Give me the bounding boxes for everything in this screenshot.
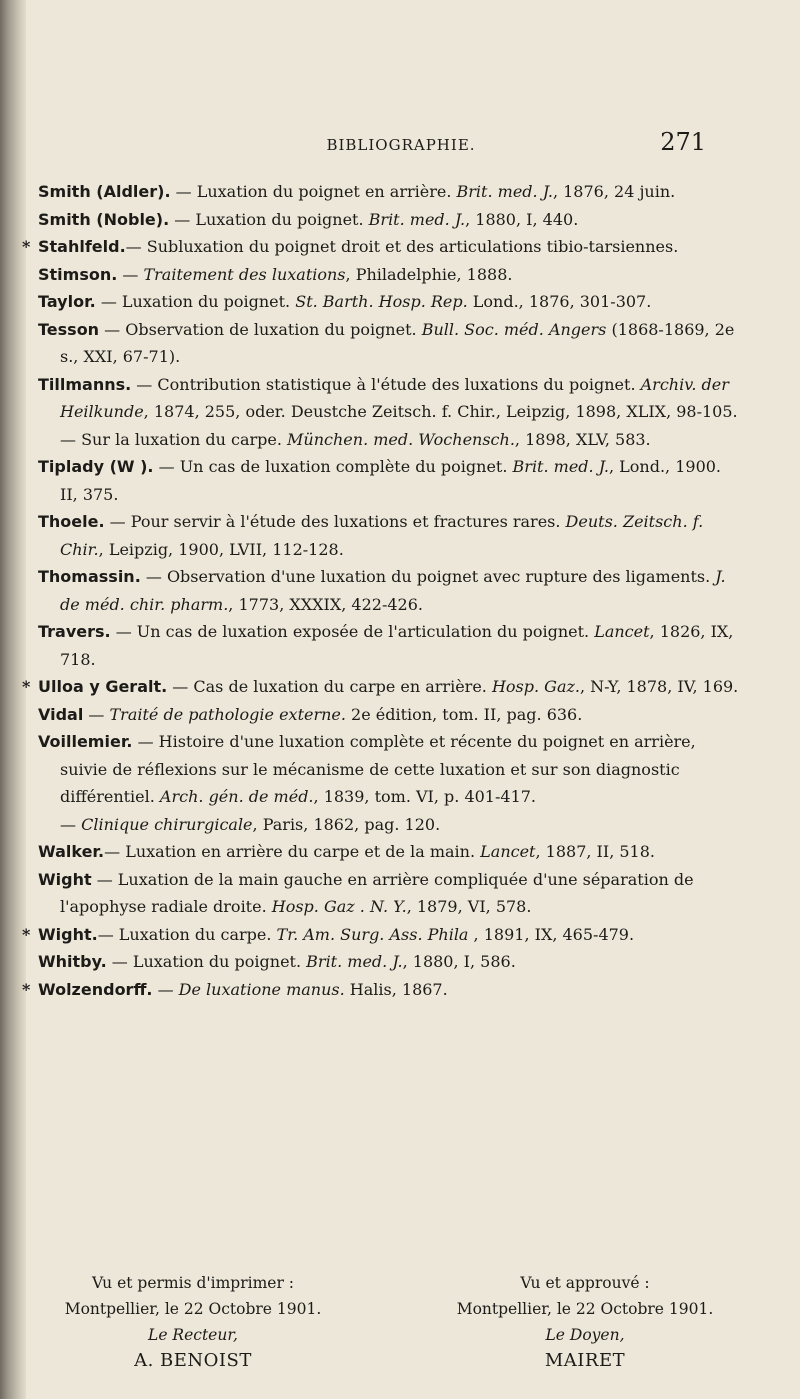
page-header <box>166 128 706 160</box>
entry-source: Brit. med. J. <box>306 952 403 971</box>
bibliography-entry <box>38 701 740 729</box>
entry-citation: (1868-1869, 2e s., XXI, 67-71). <box>60 319 735 366</box>
bibliography-entry <box>38 206 740 234</box>
asterisk-mark: * <box>22 677 31 696</box>
entry-author: Thoele. <box>38 512 105 531</box>
entry-citation: , 1887, II, 518. <box>535 842 655 861</box>
entry-author: Taylor. <box>38 292 96 311</box>
bibliography-entry <box>22 233 740 261</box>
entry-source: Hosp. Gaz . N. Y. <box>271 897 407 916</box>
entry-source: Deuts. Zeitsch. f. Chir. <box>60 512 704 559</box>
bibliography-entry <box>38 316 740 371</box>
entry-title: — Luxation du poignet. <box>106 952 307 971</box>
entry-author: Walker. <box>38 842 105 861</box>
entry-author: Wolzendorff. <box>38 979 153 999</box>
imprimatur-date: Montpellier, le 22 Octobre 1901. <box>64 1300 322 1318</box>
asterisk-mark: * <box>22 979 31 999</box>
bibliography-entry <box>38 288 740 316</box>
entry-source: Bull. Soc. méd. Angers <box>421 319 607 339</box>
bibliography-entry <box>38 618 740 673</box>
bibliography-list <box>22 178 740 1003</box>
entry-author: Tiplady (W ). <box>38 457 154 476</box>
entry-author: Stahlfeld. <box>38 237 126 256</box>
entry-source: St. Barth. Hosp. Rep. <box>295 292 468 311</box>
bibliography-entry <box>38 948 740 976</box>
entry-source: Arch. gén. de méd. <box>159 787 314 806</box>
approval-line: Vu et approuvé : <box>520 1274 650 1292</box>
entry-author: Thomassin. <box>38 567 141 586</box>
bibliography-entry <box>38 508 740 563</box>
entry-title: — <box>83 704 110 724</box>
entry-title: — Histoire d'une luxation complète et récente du poignet en arrière, suivie de réflexions sur le mécanisme de cette luxation et sur son diagnostic différentiel. <box>60 732 696 806</box>
signatory-name: A. BENOIST <box>134 1350 252 1371</box>
entry-author: Smith (Noble). <box>38 209 170 229</box>
entry-citation: 2e édition, tom. II, pag. 636. <box>345 704 583 724</box>
signatory-role: Le Recteur, <box>148 1326 238 1344</box>
entry-title: — Un cas de luxation complète du poignet. <box>153 457 513 476</box>
entry-title: — Luxation du poignet. <box>95 292 296 311</box>
entry-source: Brit. med. J. <box>368 209 466 229</box>
entry-citation: , 1898, XLV, 583. <box>514 429 651 449</box>
entry-title: — Observation de luxation du poignet. <box>99 319 422 339</box>
entry-author: Tesson <box>38 319 100 339</box>
entry-title: — <box>152 979 179 999</box>
entry-title: — Observation d'une luxation du poignet avec rupture des ligaments. <box>140 567 716 586</box>
entry-source: Tr. Am. Surg. Ass. Phila <box>276 924 469 944</box>
entry-author: Travers. <box>38 622 111 641</box>
bibliography-entry <box>38 811 740 839</box>
entry-title: — Cas de luxation du carpe en arrière. <box>167 677 492 696</box>
entry-source: Archiv. der Heilkunde <box>60 374 729 421</box>
entry-author: Vidal <box>38 704 84 724</box>
approval-date: Montpellier, le 22 Octobre 1901. <box>456 1300 714 1318</box>
imprimatur-doyen <box>430 1270 740 1374</box>
entry-citation: , N-Y, 1878, IV, 169. <box>580 677 739 696</box>
entry-citation: , Leipzig, 1900, LVII, 112-128. <box>98 539 344 559</box>
entry-title: — Luxation en arrière du carpe et de la main. <box>104 842 481 861</box>
entry-author: Tillmanns. <box>38 374 132 394</box>
entry-author: Whitby. <box>38 952 107 971</box>
entry-citation: Lond., 1876, 301-307. <box>467 292 652 311</box>
signatory-role: Le Doyen, <box>545 1326 625 1344</box>
asterisk-mark: * <box>22 237 31 256</box>
bibliography-entry <box>38 728 740 811</box>
entry-source: Lancet <box>480 842 536 861</box>
entry-citation: , 1874, 255, oder. Deustche Zeitsch. f. Chir., Leipzig, 1898, XLIX, 98-105. <box>143 402 738 421</box>
entry-author: Stimson. <box>38 264 118 284</box>
entry-citation: , 1876, 24 juin. <box>552 182 676 201</box>
entry-citation: , 1880, I, 440. <box>465 209 579 229</box>
entry-author: Smith (Aldler). <box>38 182 171 201</box>
entry-title: — Luxation de la main gauche en arrière compliquée d'une séparation de l'apophyse radiale droite. <box>60 869 694 916</box>
entry-citation: Halis, 1867. <box>344 979 448 999</box>
entry-source: J. de méd. chir. pharm. <box>60 567 726 614</box>
entry-citation: , 1773, XXXIX, 422-426. <box>228 594 423 614</box>
imprimatur-recteur <box>38 1270 348 1374</box>
entry-author: Wight <box>38 869 92 889</box>
entry-title: — Un cas de luxation exposée de l'articulation du poignet. <box>110 622 595 641</box>
entry-source: München. med. Wochensch. <box>287 429 515 449</box>
running-head: BIBLIOGRAPHIE. <box>326 136 476 154</box>
entry-source: De luxatione manus. <box>178 979 345 999</box>
entry-source: Lancet <box>594 622 650 641</box>
entry-source: Brit. med. J. <box>456 182 553 201</box>
entry-citation: , Lond., 1900. II, 375. <box>60 457 722 504</box>
entry-title: — Pour servir à l'étude des luxations et fractures rares. <box>104 512 566 531</box>
entry-citation: , Philadelphie, 1888. <box>345 264 513 284</box>
bibliography-entry <box>38 371 740 426</box>
bibliography-entry <box>38 453 740 508</box>
imprimatur-block <box>38 1270 738 1371</box>
entry-title: — Sur la luxation du carpe. <box>60 429 288 449</box>
bibliography-entry <box>22 976 740 1004</box>
entry-citation: , 1839, tom. VI, p. 401-417. <box>313 787 537 806</box>
entry-author: Ulloa y Geralt. <box>38 677 168 696</box>
asterisk-mark: * <box>22 924 31 944</box>
entry-source: Hosp. Gaz. <box>491 677 580 696</box>
imprimatur-line: Vu et permis d'imprimer : <box>91 1274 295 1292</box>
entry-source: Traitement des luxations <box>143 264 346 284</box>
entry-author: Wight. <box>38 924 98 944</box>
entry-citation: , Paris, 1862, pag. 120. <box>252 814 441 834</box>
entry-title: — Subluxation du poignet droit et des articulations tibio-tarsiennes. <box>125 237 679 256</box>
entry-title: — Luxation du carpe. <box>97 924 277 944</box>
entry-citation: , 1826, IX, 718. <box>60 622 734 669</box>
bibliography-entry <box>38 866 740 921</box>
entry-title: — Contribution statistique à l'étude des luxations du poignet. <box>131 374 641 394</box>
entry-title: — <box>117 264 144 284</box>
bibliography-entry <box>38 563 740 618</box>
entry-citation: , 1880, I, 586. <box>402 952 516 971</box>
bibliography-entry <box>38 178 740 206</box>
entry-author: Voillemier. <box>38 732 133 751</box>
bibliography-entry <box>38 261 740 289</box>
entry-source: Clinique chirurgicale <box>81 814 253 834</box>
entry-title: — <box>60 814 82 834</box>
entry-title: — Luxation du poignet. <box>169 209 369 229</box>
entry-source: Traité de pathologie externe. <box>109 704 346 724</box>
entry-source: Brit. med. J. <box>512 457 609 476</box>
page-number: 271 <box>660 128 706 156</box>
bibliography-entry <box>38 426 740 454</box>
bibliography-entry <box>38 838 740 866</box>
signatory-name: MAIRET <box>544 1350 626 1371</box>
bibliography-entry <box>22 921 740 949</box>
entry-citation: , 1891, IX, 465-479. <box>468 924 635 944</box>
bibliography-entry <box>22 673 740 701</box>
entry-title: — Luxation du poignet en arrière. <box>170 182 457 201</box>
entry-citation: , 1879, VI, 578. <box>406 897 532 916</box>
